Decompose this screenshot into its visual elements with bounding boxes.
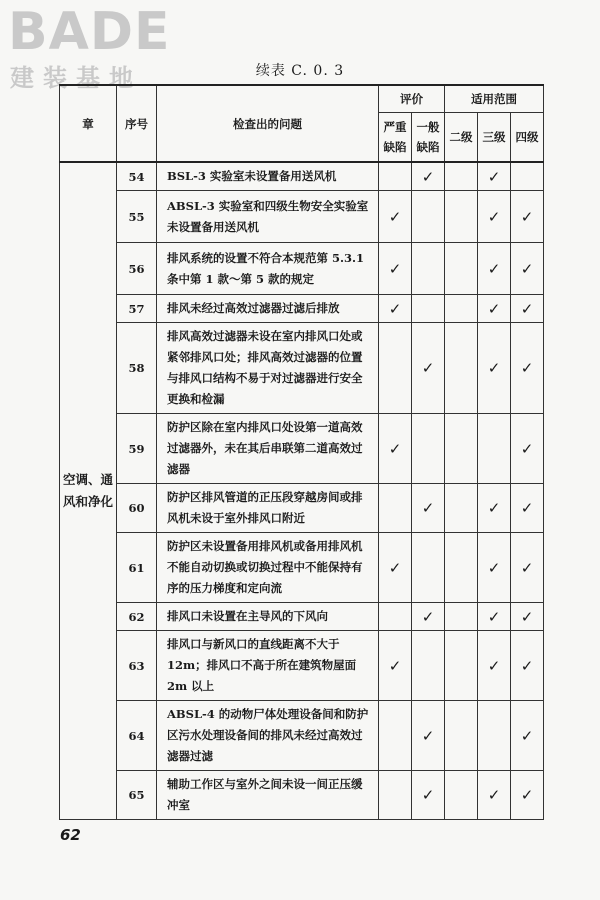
level4-mark: ✓ <box>511 484 544 533</box>
row-number: 61 <box>117 533 157 603</box>
page-number: 62 <box>60 826 81 844</box>
header-number: 序号 <box>117 85 157 162</box>
level3-mark: ✓ <box>478 243 511 295</box>
issue-text: 防护区未设置备用排风机或备用排风机不能自动切换或切换过程中不能保持有序的压力梯度和定向流 <box>157 533 379 603</box>
level2-mark <box>445 484 478 533</box>
level4-mark: ✓ <box>511 243 544 295</box>
issue-text: 排风高效过滤器未设在室内排风口处或紧邻排风口处；排风高效过滤器的位置与排风口结构不易于对过滤器进行安全更换和检漏 <box>157 323 379 414</box>
table-body <box>60 162 544 820</box>
header-serious: 严重缺陷 <box>379 112 412 162</box>
level2-mark <box>445 603 478 631</box>
level2-mark <box>445 631 478 701</box>
table-row <box>60 191 544 243</box>
issue-text: 排风系统的设置不符合本规范第 5.3.1 条中第 1 款～第 5 款的规定 <box>157 243 379 295</box>
serious-mark: ✓ <box>379 533 412 603</box>
level3-mark: ✓ <box>478 771 511 820</box>
table-row <box>60 701 544 771</box>
level2-mark <box>445 295 478 323</box>
table-row <box>60 323 544 414</box>
logo-wordmark: BADE <box>8 2 171 62</box>
general-mark: ✓ <box>412 603 445 631</box>
level3-mark: ✓ <box>478 295 511 323</box>
level4-mark: ✓ <box>511 533 544 603</box>
serious-mark <box>379 484 412 533</box>
serious-mark <box>379 162 412 191</box>
table-row <box>60 243 544 295</box>
row-number: 65 <box>117 771 157 820</box>
issue-text: 排风口未设置在主导风的下风向 <box>157 603 379 631</box>
level4-mark: ✓ <box>511 191 544 243</box>
level3-mark: ✓ <box>478 323 511 414</box>
table-row <box>60 631 544 701</box>
table-row <box>60 295 544 323</box>
level3-mark <box>478 414 511 484</box>
level3-mark: ✓ <box>478 533 511 603</box>
table-row <box>60 484 544 533</box>
serious-mark <box>379 323 412 414</box>
general-mark <box>412 191 445 243</box>
table-row <box>60 414 544 484</box>
level3-mark: ✓ <box>478 484 511 533</box>
inspection-table <box>59 84 544 820</box>
issue-text: ABSL-3 实验室和四级生物安全实验室未设置备用送风机 <box>157 191 379 243</box>
level4-mark: ✓ <box>511 701 544 771</box>
serious-mark <box>379 771 412 820</box>
general-mark: ✓ <box>412 484 445 533</box>
level2-mark <box>445 533 478 603</box>
serious-mark: ✓ <box>379 414 412 484</box>
general-mark: ✓ <box>412 323 445 414</box>
issue-text: 排风口与新风口的直线距离不大于 12m；排风口不高于所在建筑物屋面 2m 以上 <box>157 631 379 701</box>
row-number: 54 <box>117 162 157 191</box>
general-mark: ✓ <box>412 162 445 191</box>
level4-mark: ✓ <box>511 603 544 631</box>
general-mark <box>412 243 445 295</box>
general-mark: ✓ <box>412 771 445 820</box>
issue-text: 防护区排风管道的正压段穿越房间或排风机未设于室外排风口附近 <box>157 484 379 533</box>
level4-mark: ✓ <box>511 771 544 820</box>
header-level2: 二级 <box>445 112 478 162</box>
level2-mark <box>445 191 478 243</box>
level2-mark <box>445 771 478 820</box>
level4-mark: ✓ <box>511 295 544 323</box>
level3-mark: ✓ <box>478 162 511 191</box>
general-mark <box>412 631 445 701</box>
table-title: 续表 C. 0. 3 <box>255 63 345 79</box>
table-row <box>60 603 544 631</box>
general-mark <box>412 533 445 603</box>
level2-mark <box>445 162 478 191</box>
level2-mark <box>445 323 478 414</box>
header-evaluation: 评价 <box>379 85 445 112</box>
row-number: 58 <box>117 323 157 414</box>
issue-text: BSL-3 实验室未设置备用送风机 <box>157 162 379 191</box>
level2-mark <box>445 414 478 484</box>
table-row <box>60 771 544 820</box>
row-number: 63 <box>117 631 157 701</box>
row-number: 64 <box>117 701 157 771</box>
row-number: 59 <box>117 414 157 484</box>
level4-mark: ✓ <box>511 323 544 414</box>
level2-mark <box>445 243 478 295</box>
general-mark <box>412 295 445 323</box>
issue-text: ABSL-4 的动物尸体处理设备间和防护区污水处理设备间的排风未经过高效过滤器过滤 <box>157 701 379 771</box>
row-number: 57 <box>117 295 157 323</box>
header-issue: 检查出的问题 <box>157 85 379 162</box>
chapter-cell: 空调、通风和净化 <box>60 162 117 820</box>
general-mark <box>412 414 445 484</box>
level3-mark: ✓ <box>478 603 511 631</box>
header-level4: 四级 <box>511 112 544 162</box>
serious-mark <box>379 701 412 771</box>
logo-subtitle: 建装基地 <box>10 64 142 92</box>
level3-mark: ✓ <box>478 631 511 701</box>
level4-mark: ✓ <box>511 414 544 484</box>
level3-mark <box>478 701 511 771</box>
header-scope: 适用范围 <box>445 85 544 112</box>
row-number: 62 <box>117 603 157 631</box>
serious-mark <box>379 603 412 631</box>
level4-mark: ✓ <box>511 631 544 701</box>
table-row <box>60 533 544 603</box>
header-general: 一般缺陷 <box>412 112 445 162</box>
issue-text: 辅助工作区与室外之间未设一间正压缓冲室 <box>157 771 379 820</box>
level2-mark <box>445 701 478 771</box>
header-chapter: 章 <box>60 85 117 162</box>
row-number: 60 <box>117 484 157 533</box>
serious-mark: ✓ <box>379 191 412 243</box>
level4-mark <box>511 162 544 191</box>
general-mark: ✓ <box>412 701 445 771</box>
issue-text: 防护区除在室内排风口处设第一道高效过滤器外，未在其后串联第二道高效过滤器 <box>157 414 379 484</box>
level3-mark: ✓ <box>478 191 511 243</box>
header-level3: 三级 <box>478 112 511 162</box>
row-number: 56 <box>117 243 157 295</box>
table-row <box>60 162 544 191</box>
issue-text: 排风未经过高效过滤器过滤后排放 <box>157 295 379 323</box>
serious-mark: ✓ <box>379 295 412 323</box>
row-number: 55 <box>117 191 157 243</box>
serious-mark: ✓ <box>379 243 412 295</box>
serious-mark: ✓ <box>379 631 412 701</box>
